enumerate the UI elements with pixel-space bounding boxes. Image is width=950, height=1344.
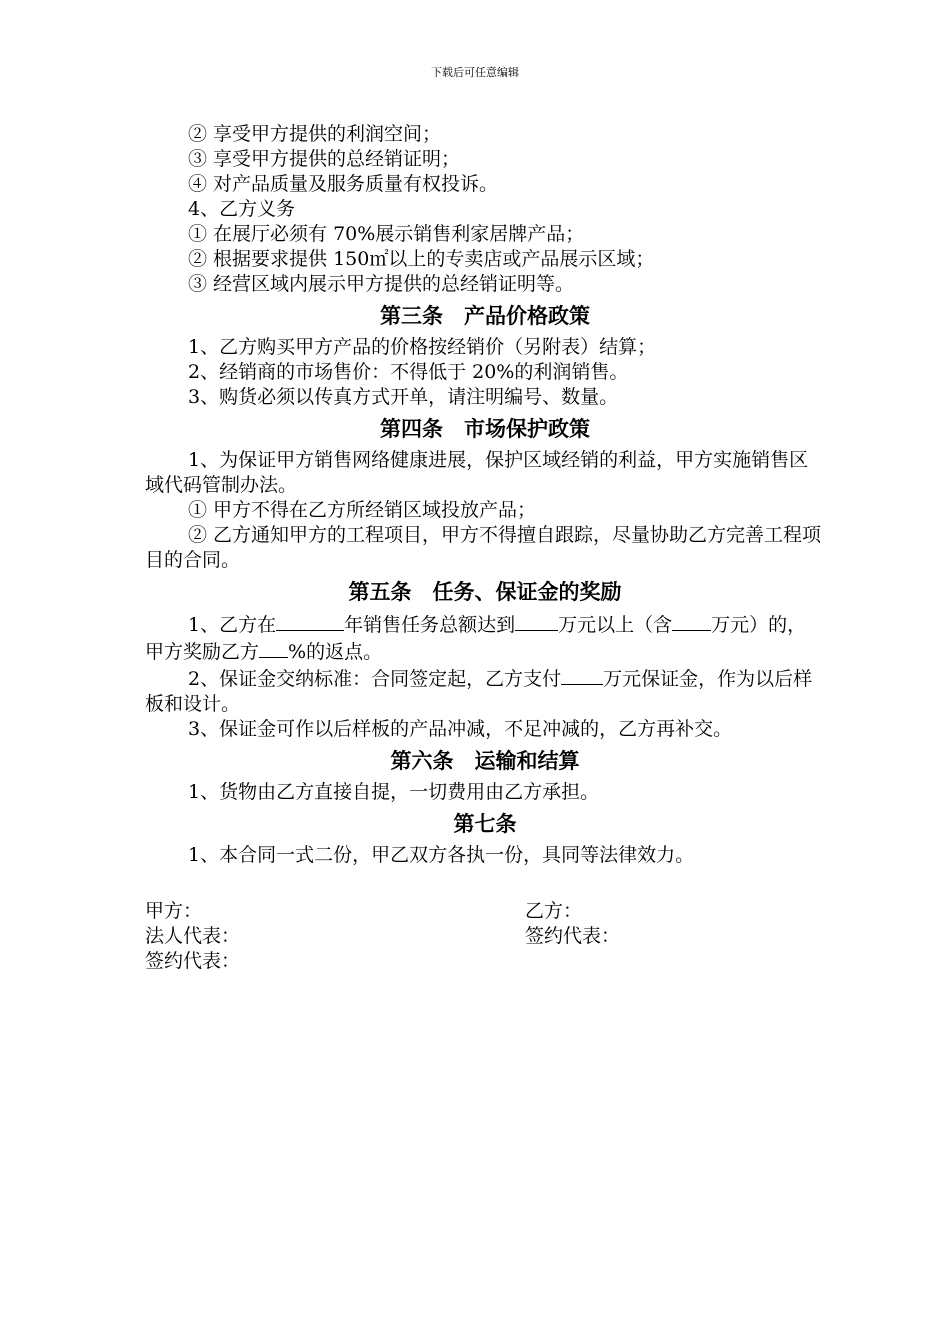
signature-block xyxy=(145,899,825,975)
rights-section xyxy=(145,122,825,297)
list-item: 2、经销商的市场售价：不得低于 20%的利润销售。 xyxy=(188,361,629,383)
paragraph: 1、货物由乙方直接自提，一切费用由乙方承担。 xyxy=(188,781,600,803)
list-item: ③ 经营区域内展示甲方提供的总经销证明等。 xyxy=(188,273,575,295)
paragraph: 3、保证金可作以后样板的产品冲减，不足冲减的，乙方再补交。 xyxy=(188,718,733,740)
text: 2、保证金交纳标准：合同签定起，乙方支付 xyxy=(188,668,562,690)
paragraph: ② 乙方通知甲方的工程项目，甲方不得擅自跟踪，尽量协助乙方完善工程项目的合同。 xyxy=(145,524,822,571)
list-item: 4、乙方义务 xyxy=(188,198,296,220)
text: 年销售任务总额达到 xyxy=(344,614,516,636)
article-5-title: 第五条 任务、保证金的奖励 xyxy=(348,580,622,604)
party-a-label: 甲方： xyxy=(145,900,203,922)
article-3-title: 第三条 产品价格政策 xyxy=(380,304,590,328)
page-header: 下载后可任意编辑 xyxy=(431,66,519,79)
blank-amount-field[interactable] xyxy=(672,611,711,631)
text: %的返点。 xyxy=(288,641,383,663)
paragraph xyxy=(145,665,825,717)
blank-deposit-field[interactable] xyxy=(561,665,603,685)
paragraph: 1、为保证甲方销售网络健康进展，保护区域经销的利益，甲方实施销售区域代码管制办法。 xyxy=(145,449,809,496)
text: 1、乙方在 xyxy=(188,614,277,636)
list-item: ③ 享受甲方提供的总经销证明； xyxy=(188,148,461,170)
paragraph: 1、本合同一式二份，甲乙双方各执一份，具同等法律效力。 xyxy=(188,844,695,866)
article-7-title: 第七条 xyxy=(453,812,517,836)
text: 万元保证金，作为以后样板和设计。 xyxy=(145,668,813,715)
text: 万元）的，甲方奖励乙方 xyxy=(145,614,807,663)
blank-year-field[interactable] xyxy=(276,611,344,631)
list-item: ④ 对产品质量及服务质量有权投诉。 xyxy=(188,173,499,195)
blank-percent-field[interactable] xyxy=(259,638,288,658)
contract-body xyxy=(145,122,825,975)
blank-amount-field[interactable] xyxy=(515,611,558,631)
list-item: ② 享受甲方提供的利润空间； xyxy=(188,123,442,145)
list-item: ① 在展厅必须有 70%展示销售利家居牌产品； xyxy=(188,223,585,245)
legal-rep-label: 法人代表： xyxy=(145,925,241,947)
signing-rep-label: 签约代表： xyxy=(145,950,241,972)
paragraph xyxy=(145,611,825,665)
party-b-label: 乙方： xyxy=(525,900,583,922)
party-b-signatures xyxy=(525,899,620,949)
article-4-title: 第四条 市场保护政策 xyxy=(380,417,590,441)
text: 万元以上（含 xyxy=(558,614,673,636)
list-item: 3、购货必须以传真方式开单，请注明编号、数量。 xyxy=(188,386,619,408)
article-6-title: 第六条 运输和结算 xyxy=(390,749,580,773)
paragraph: ① 甲方不得在乙方所经销区域投放产品； xyxy=(188,499,537,521)
list-item: ② 根据要求提供 150㎡以上的专卖店或产品展示区域； xyxy=(188,248,655,270)
party-a-signatures xyxy=(145,899,240,974)
signing-rep-label: 签约代表： xyxy=(525,925,621,947)
list-item: 1、乙方购买甲方产品的价格按经销价（另附表）结算； xyxy=(188,336,657,358)
